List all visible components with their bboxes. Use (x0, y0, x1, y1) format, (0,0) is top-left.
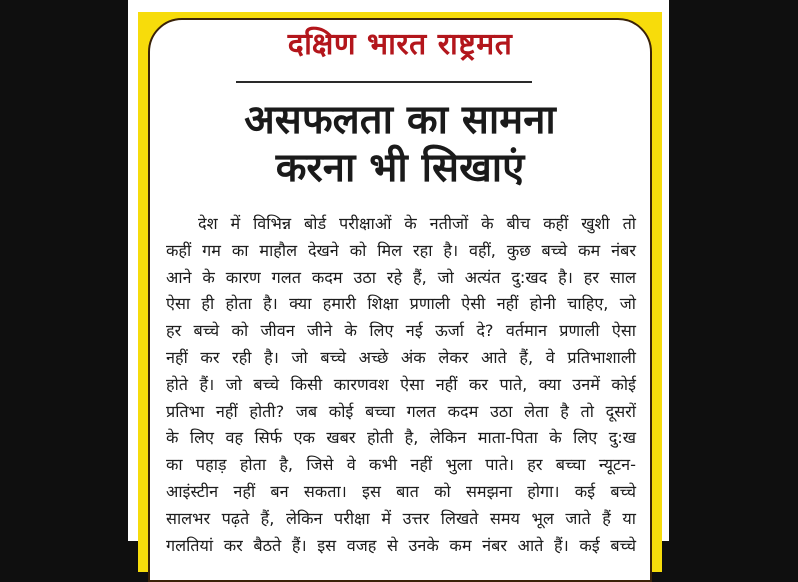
body-line: कहीं गम का माहौल देखने को मिल रहा है। वहीं, कुछ बच्चे कम नंबर (166, 240, 636, 260)
yellow-frame (138, 12, 662, 572)
body-line: ऐसा ही होता है। क्या हमारी शिक्षा प्रणाली ऐसी नहीं होनी चाहिए, जो (166, 294, 636, 314)
body-line: का पहाड़ होता है, जिसे वे कभी नहीं भुला पाते। हर बच्चा न्यूटन- (166, 455, 636, 475)
headline-line-1: असफलता का सामना (244, 97, 556, 143)
body-line: प्रतिभा नहीं होती? जब कोई बच्चा गलत कदम उठा लेता है तो दूसरों (166, 401, 636, 421)
body-line: हर बच्चे को जीवन जीने के लिए नई ऊर्जा दे? वर्तमान प्रणाली ऐसा (166, 321, 636, 341)
body-line: आइंस्टीन नहीं बन सकता। इस बात को समझना होगा। कई बच्चे (166, 481, 636, 501)
article-headline (150, 96, 650, 192)
body-line: नहीं कर रही है। जो बच्चे अच्छे अंक लेकर आते हैं, वे प्रतिभाशाली (166, 347, 636, 367)
headline-line-2: करना भी सिखाएं (275, 145, 525, 191)
article-body (166, 211, 636, 559)
newspaper-clipping (128, 0, 669, 555)
body-line: होते हैं। जो बच्चे किसी कारणवश ऐसा नहीं कर पाते, क्या उनमें कोई (166, 374, 636, 394)
masthead-underline (236, 81, 532, 83)
body-line: देश में विभिन्न बोर्ड परीक्षाओं के नतीजों के बीच कहीं खुशी तो (198, 214, 636, 233)
body-line: के लिए वह सिर्फ एक खबर होती है, लेकिन माता-पिता के लिए दु:ख (166, 428, 636, 448)
body-line: आने के कारण गलत कदम उठा रहे हैं, जो अत्यंत दु:खद है। हर साल (166, 267, 636, 287)
body-line: सालभर पढ़ते हैं, लेकिन परीक्षा में उत्तर लिखते समय भूल जाते हैं या (166, 508, 636, 528)
article-panel (148, 18, 652, 582)
masthead-title: दक्षिण भारत राष्ट्रमत (287, 27, 513, 62)
body-line: गलतियां कर बैठते हैं। इस वजह से उनके कम नंबर आते हैं। कई बच्चे (166, 535, 636, 555)
